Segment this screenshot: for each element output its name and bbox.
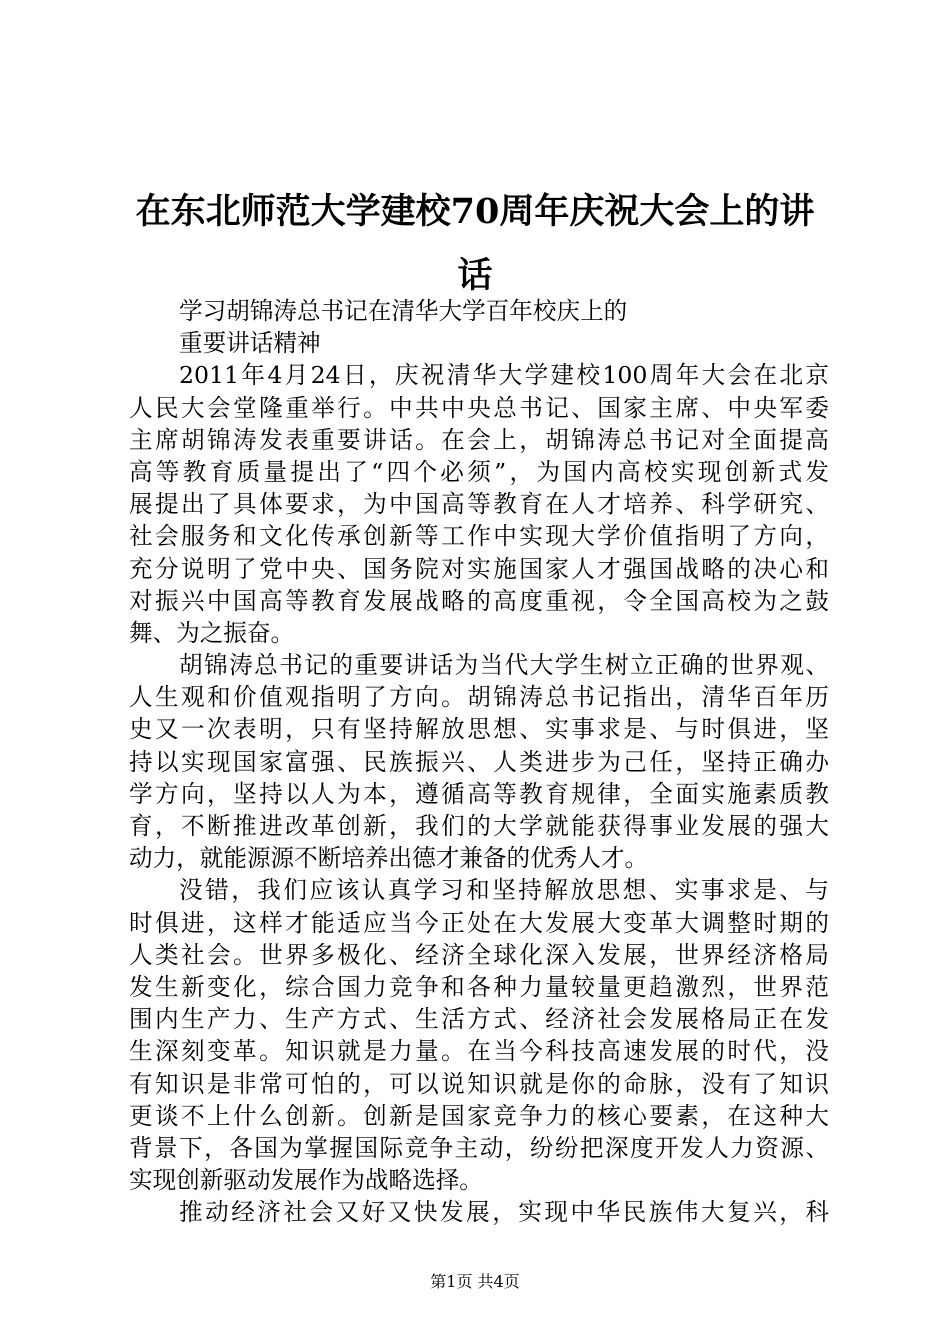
body-line: 育，不断推进改革创新，我们的大学就能获得事业发展的强大 [129, 812, 829, 840]
body-line: 史又一次表明，只有坚持解放思想、实事求是、与时俱进，坚 [129, 715, 829, 744]
body-line: 围内生产力、生产方式、生活方式、经济社会发展格局正在发 [129, 1005, 829, 1034]
body-line: 更谈不上什么创新。创新是国家竞争力的核心要素，在这种大 [129, 1101, 829, 1130]
body-line: 主席胡锦涛发表重要讲话。在会上，胡锦涛总书记对全面提高 [129, 425, 829, 454]
body-line: 舞、为之振奋。 [129, 618, 295, 647]
body-line: 有知识是非常可怕的，可以说知识就是你的命脉，没有了知识 [129, 1069, 829, 1098]
body-line: 充分说明了党中央、国务院对实施国家人才强国战略的决心和 [129, 554, 829, 583]
body-line: 实现创新驱动发展作为战略选择。 [129, 1166, 483, 1195]
body-line: 动力，就能源源不断培养出德才兼备的优秀人才。 [129, 844, 649, 873]
title-line-1: 在东北师范大学建校70周年庆祝大会上的讲 [135, 191, 815, 232]
body-line: 高等教育质量提出了“四个必须”，为国内高校实现创新式发 [129, 457, 829, 486]
body-line: 学习胡锦涛总书记在清华大学百年校庆上的 [179, 297, 628, 325]
page-footer: 第1页 共4页 [430, 1272, 520, 1291]
body-line: 重要讲话精神 [179, 329, 321, 358]
body-line: 时俱进，这样才能适应当今正处在大发展大变革大调整时期的 [129, 908, 829, 937]
document-title [120, 180, 830, 308]
title-line-2: 话 [457, 255, 493, 296]
body-line: 胡锦涛总书记的重要讲话为当代大学生树立正确的世界观、 [179, 651, 829, 680]
body-line: 展提出了具体要求，为中国高等教育在人才培养、科学研究、 [129, 490, 829, 519]
body-line: 生深刻变革。知识就是力量。在当今科技高速发展的时代，没 [129, 1037, 829, 1066]
body-line: 持以实现国家富强、民族振兴、人类进步为己任，坚持正确办 [129, 747, 829, 776]
document-body [129, 295, 829, 1228]
body-line: 社会服务和文化传承创新等工作中实现大学价值指明了方向， [129, 522, 829, 551]
body-line: 推动经济社会又好又快发展，实现中华民族伟大复兴，科 [179, 1198, 829, 1227]
body-line: 对振兴中国高等教育发展战略的高度重视，令全国高校为之鼓 [129, 586, 829, 615]
body-line: 人生观和价值观指明了方向。胡锦涛总书记指出，清华百年历 [129, 683, 829, 712]
body-line: 人民大会堂隆重举行。中共中央总书记、国家主席、中央军委 [129, 393, 829, 422]
body-line: 背景下，各国为掌握国际竞争主动，纷纷把深度开发人力资源、 [129, 1133, 829, 1162]
body-line: 2011年4月24日，庆祝清华大学建校100周年大会在北京 [179, 361, 829, 390]
body-line: 发生新变化，综合国力竞争和各种力量较量更趋激烈，世界范 [129, 972, 829, 1001]
body-line: 学方向，坚持以人为本，遵循高等教育规律，全面实施素质教 [129, 779, 829, 808]
body-line: 人类社会。世界多极化、经济全球化深入发展，世界经济格局 [129, 940, 829, 969]
body-line: 没错，我们应该认真学习和坚持解放思想、实事求是、与 [179, 876, 829, 905]
